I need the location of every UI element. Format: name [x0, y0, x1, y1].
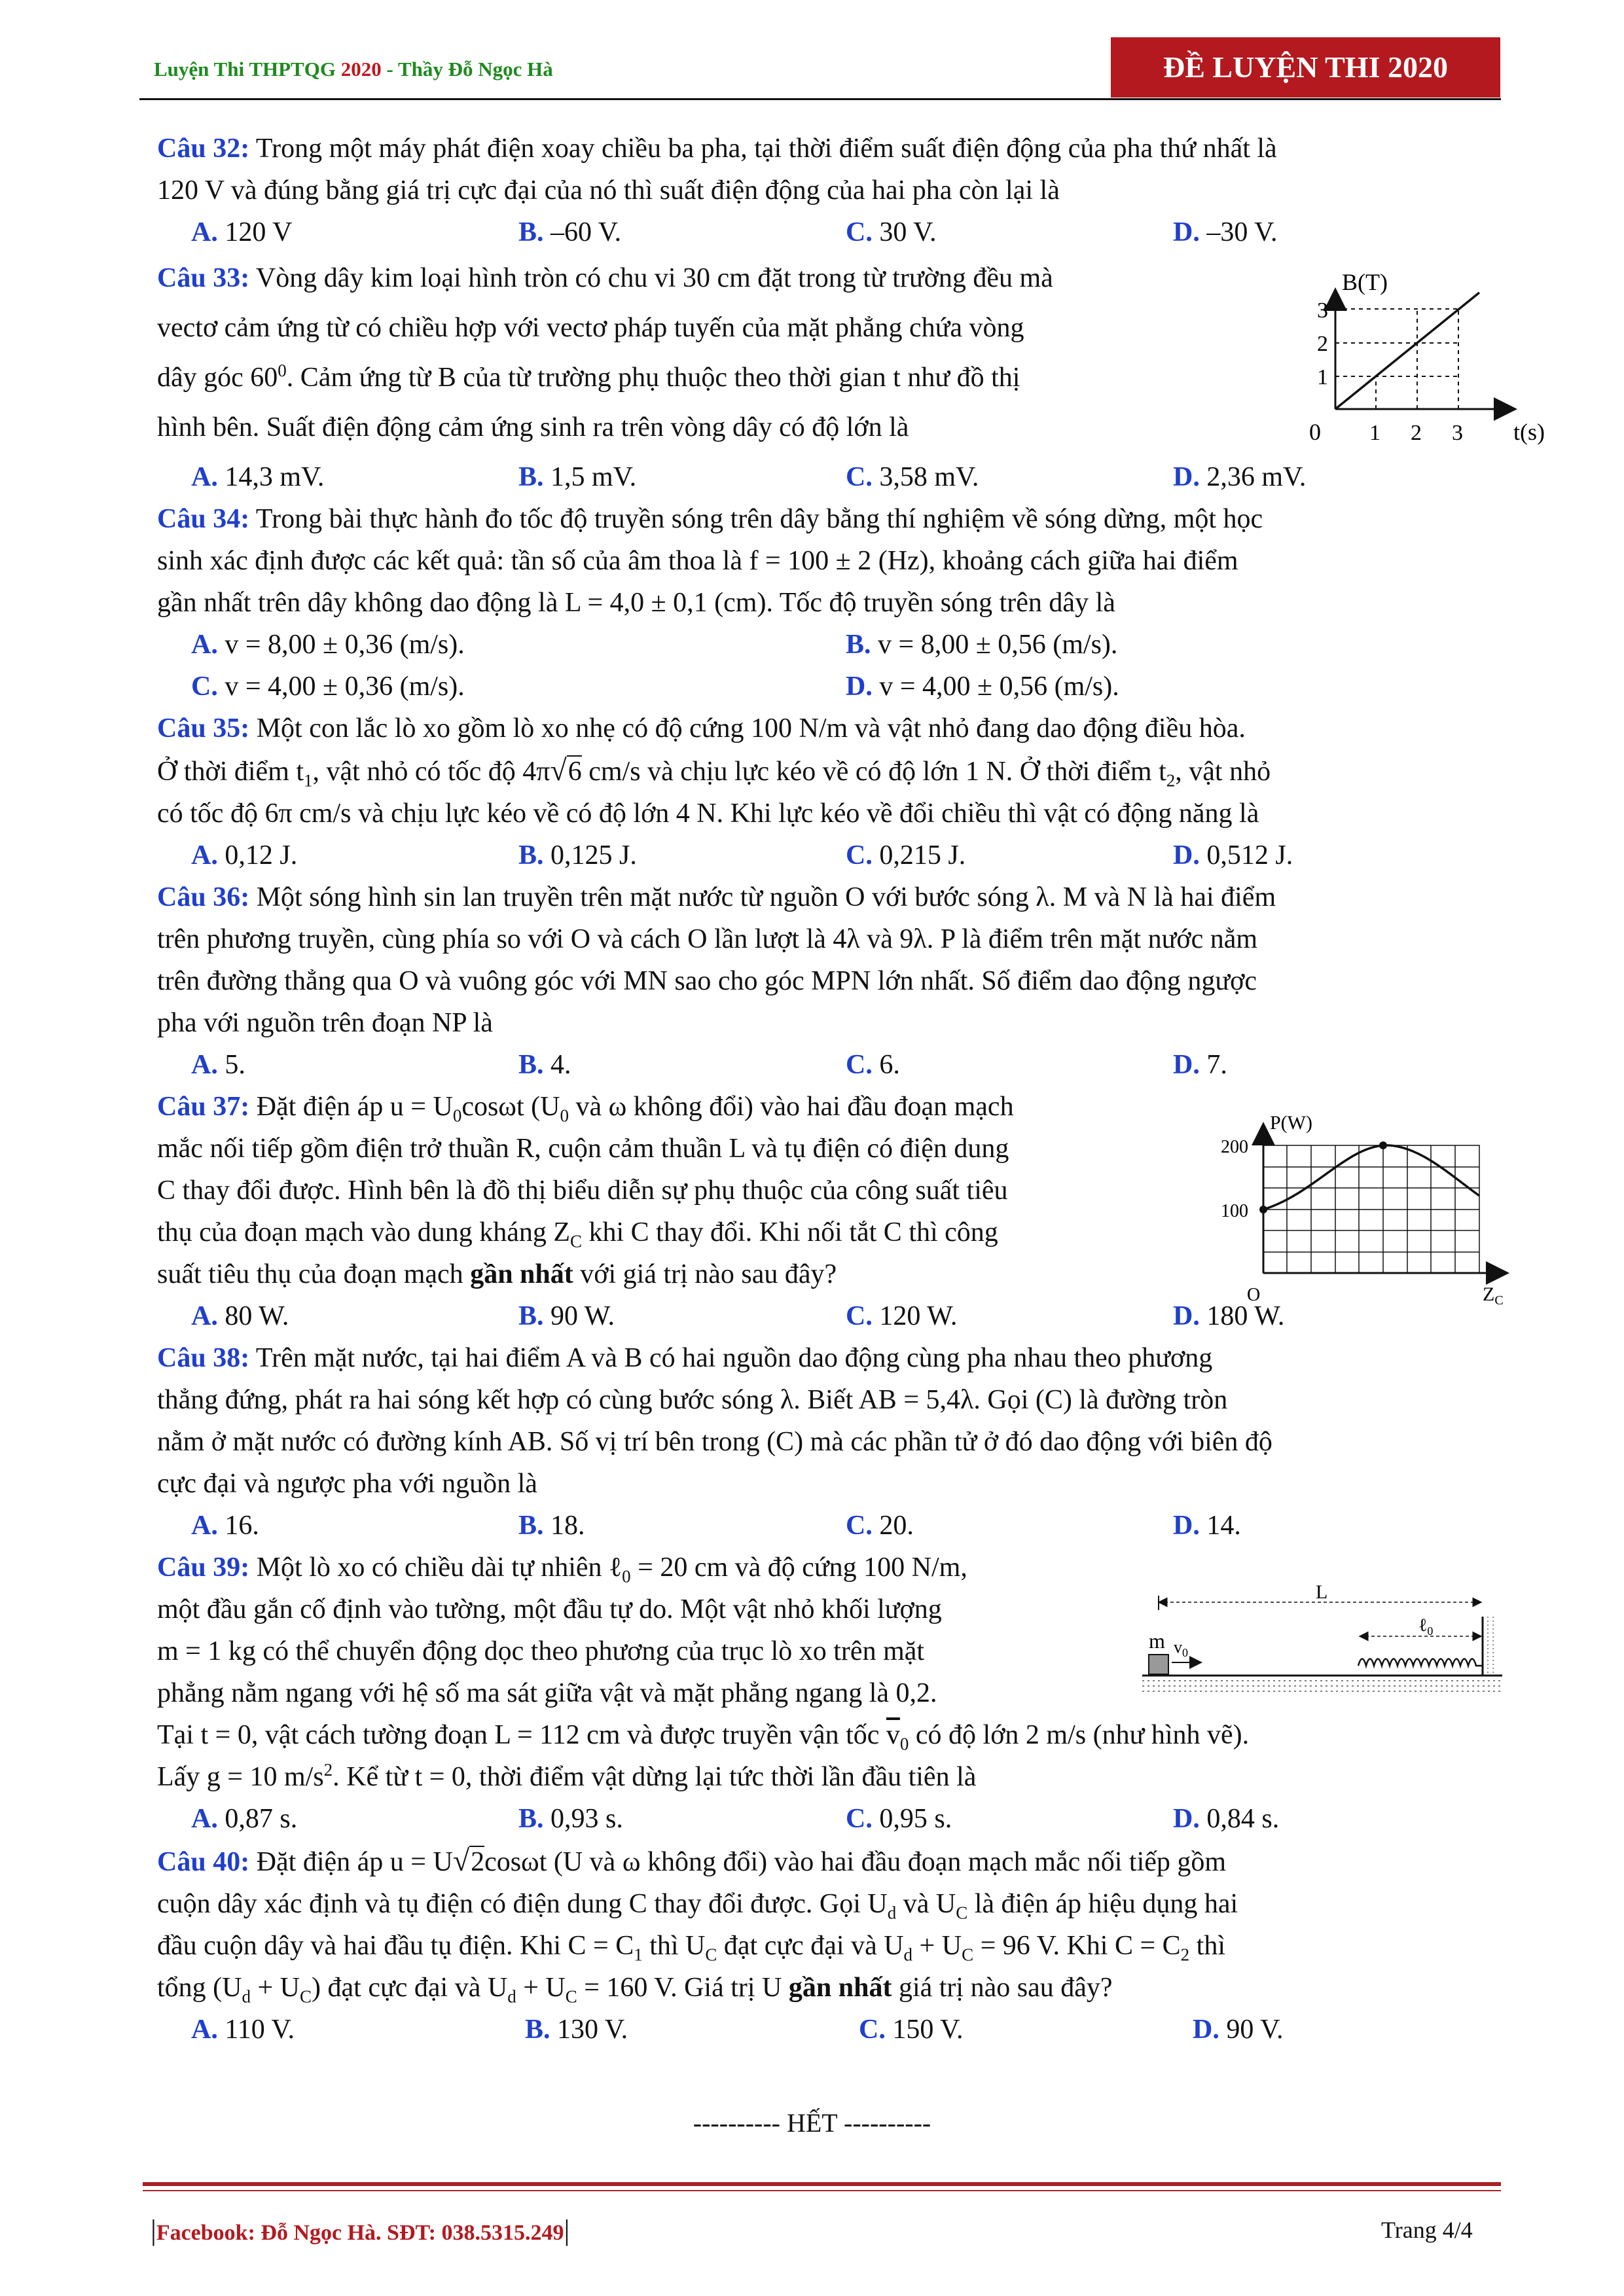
length-l0-label: ℓ$_0$: [1418, 1615, 1434, 1638]
header-divider: [139, 98, 1501, 100]
power-curve: [1263, 1145, 1479, 1210]
options-32: A. 120 V B. –60 V. C. 30 V. D. –30 V.: [191, 217, 1278, 247]
xtick-1: 1: [1369, 421, 1380, 445]
xtick-3: 3: [1452, 421, 1463, 445]
figure-b-vs-t: [1283, 265, 1545, 452]
max-point: [1379, 1141, 1387, 1149]
question-40: Câu 40: Đặt điện áp u = U√2cosωt (U và ω không đổi) vào hai đầu đoạn mạch mắc nối tiếp gồm cuộn dây xác định và tụ điện có điện dung C thay đổi được. Gọi $U_d$ và $U_C$ là điện áp hiệu dụng hai đầu cuộn dây và hai đầu tụ điện. Khi $C = C_1$ thì $U_C$ đạt cực đại và $U_d + U_C = 96$ V. Khi $C = C_2$ thì tổng $(U_d + U_C)$ đạt cực đại và $U_d + U_C = 160$ V. Giá trị U gần nhất giá trị nào sau đây?: [157, 1844, 1238, 2007]
ytick-200: 200: [1221, 1137, 1248, 1157]
spring: [1358, 1659, 1483, 1666]
x-label: t(s): [1513, 419, 1545, 445]
block-m: [1149, 1655, 1168, 1674]
mass-label: m: [1149, 1629, 1165, 1653]
origin-label: 0: [1309, 419, 1321, 445]
figure-spring-block: [1136, 1581, 1509, 1718]
origin-label: O: [1247, 1285, 1261, 1305]
question-36: Câu 36: Một sóng hình sin lan truyền trên mặt nước từ nguồn O với bước sóng λ. M và N là hai điểm trên phương truyền, cùng phía so với O và cách O lần lượt là 4λ và 9λ. P là điểm trên mặt nước nằm trên đường thẳng qua O và vuông góc với MN sao cho góc MPN lớn nhất. Số điểm dao động ngược pha với nguồn trên đoạn NP là: [157, 882, 1276, 1038]
question-34: Câu 34: Trong bài thực hành đo tốc độ truyền sóng trên dây bằng thí nghiệm về sóng dừng, một học sinh xác định được các kết quả: tần số của âm thoa là f = 100 ± 2 (Hz), khoảng cách giữa hai điểm gần nhất trên dây không dao động là L = 4,0 ± 0,1 (cm). Tốc độ truyền sóng trên dây là: [157, 504, 1263, 618]
question-37: Câu 37: Đặt điện áp $u = U_0\cos\omega t$ ($U_0$ và ω không đổi) vào hai đầu đoạn mạch mắc nối tiếp gồm điện trở thuần R, cuộn cảm thuần L và tụ điện có điện dung C thay đổi được. Hình bên là đồ thị biểu diễn sự phụ thuộc của công suất tiêu thụ của đoạn mạch vào dung kháng $Z_C$ khi C thay đổi. Khi nối tắt C thì công suất tiêu thụ của đoạn mạch gần nhất với giá trị nào sau đây?: [157, 1092, 1014, 1289]
y-label: P(W): [1270, 1112, 1312, 1134]
options-40: A. 110 V. B. 130 V. C. 150 V. D. 90 V.: [191, 2015, 1284, 2045]
question-35: Câu 35: Một con lắc lò xo gồm lò xo nhẹ có độ cứng 100 N/m và vật nhỏ đang dao động điều hòa. Ở thời điểm $t_1$, vật nhỏ có tốc độ 4π√6 cm/s và chịu lực kéo về có độ lớn 1 N. Ở thời điểm $t_2$, vật nhỏ có tốc độ 6π cm/s và chịu lực kéo về có độ lớn 4 N. Khi lực kéo về đổi chiều thì vật có động năng là: [157, 713, 1271, 829]
options-36: A. 5. B. 4. C. 6. D. 7.: [191, 1050, 1227, 1080]
ytick-2: 2: [1317, 332, 1328, 356]
footer-rule: [143, 2182, 1501, 2186]
start-point: [1259, 1206, 1267, 1213]
question-32: Câu 32: Trong một máy phát điện xoay chiều ba pha, tại thời điểm suất điện động của pha thứ nhất là 120 V và đúng bằng giá trị cực đại của nó thì suất điện động của hai pha còn lại là: [157, 134, 1277, 206]
question-39: Câu 39: Một lò xo có chiều dài tự nhiên ℓ$_0$ = 20 cm và độ cứng 100 N/m, một đầu gắn cố định vào tường, một đầu tự do. Một vật nhỏ khối lượng m = 1 kg có thể chuyển động dọc theo phương của trục lò xo trên mặt phẳng nằm ngang với hệ số ma sát giữa vật và mặt phẳng ngang là 0,2. Tại t = 0, vật cách tường đoạn L = 112 cm và được truyền vận tốc $\overline{v}_0$ có độ lớn 2 m/s (như hình vẽ). Lấy g = 10 $m/s^2$. Kể từ t = 0, thời điểm vật dừng lại tức thời lần đầu tiên là: [157, 1552, 1250, 1792]
options-38: A. 16. B. 18. C. 20. D. 14.: [191, 1511, 1241, 1541]
options-37: A. 80 W. B. 90 W. C. 120 W. D. 180 W.: [191, 1301, 1285, 1331]
end-mark: ---------- HẾT ----------: [693, 2108, 931, 2138]
footer-rule-thin: [143, 2190, 1501, 2191]
xtick-2: 2: [1411, 421, 1422, 445]
page-number: Trang 4/4: [1381, 2217, 1473, 2243]
question-38: Câu 38: Trên mặt nước, tại hai điểm A và B có hai nguồn dao động cùng pha nhau theo phương thẳng đứng, phát ra hai sóng kết hợp có cùng bước sóng λ. Biết AB = 5,4λ. Gọi (C) là đường tròn nằm ở mặt nước có đường kính AB. Số vị trí bên trong (C) mà các phần tử ở đó dao động với biên độ cực đại và ngược pha với nguồn là: [157, 1343, 1272, 1499]
options-39: A. 0,87 s. B. 0,93 s. C. 0,95 s. D. 0,84 s.: [191, 1804, 1280, 1834]
options-34-row2: C. v = 4,00 ± 0,36 (m/s). D. v = 4,00 ± 0,56 (m/s).: [191, 672, 1119, 702]
ytick-3: 3: [1317, 298, 1328, 323]
exam-badge: ĐỀ LUYỆN THI 2020: [1111, 37, 1500, 98]
header-title: Luyện Thi THPTQG 2020 - Thầy Đỗ Ngọc Hà: [154, 58, 553, 81]
x-label: $Z_C$: [1483, 1283, 1504, 1308]
ytick-100: 100: [1221, 1201, 1248, 1221]
floor-hatch: [1142, 1681, 1502, 1691]
y-label: B(T): [1342, 269, 1388, 295]
question-33: Câu 33: Vòng dây kim loại hình tròn có chu vi 30 cm đặt trong từ trường đều mà vectơ cảm ứng từ có chiều hợp với vectơ pháp tuyến của mặt phẳng chứa vòng dây góc $60^0$. Cảm ứng từ B của từ trường phụ thuộc theo thời gian t như đồ thị hình bên. Suất điện động cảm ứng sinh ra trên vòng dây có độ lớn là: [157, 263, 1053, 442]
velocity-label: $v_0$: [1174, 1638, 1188, 1659]
figure-p-vs-zc: [1214, 1109, 1522, 1316]
options-34-row1: A. v = 8,00 ± 0,36 (m/s). B. v = 8,00 ± 0,56 (m/s).: [191, 630, 1118, 660]
ytick-1: 1: [1317, 365, 1328, 389]
options-33: A. 14,3 mV. B. 1,5 mV. C. 3,58 mV. D. 2,36 mV.: [191, 462, 1307, 492]
options-35: A. 0,12 J. B. 0,125 J. C. 0,215 J. D. 0,512 J.: [191, 840, 1293, 870]
grid-lines: [1263, 1145, 1479, 1273]
length-L-label: L: [1316, 1581, 1328, 1603]
footer-contact: |Facebook: Đỗ Ngọc Hà. SĐT: 038.5315.249|: [151, 2214, 570, 2246]
wall-hatch: [1488, 1617, 1493, 1676]
